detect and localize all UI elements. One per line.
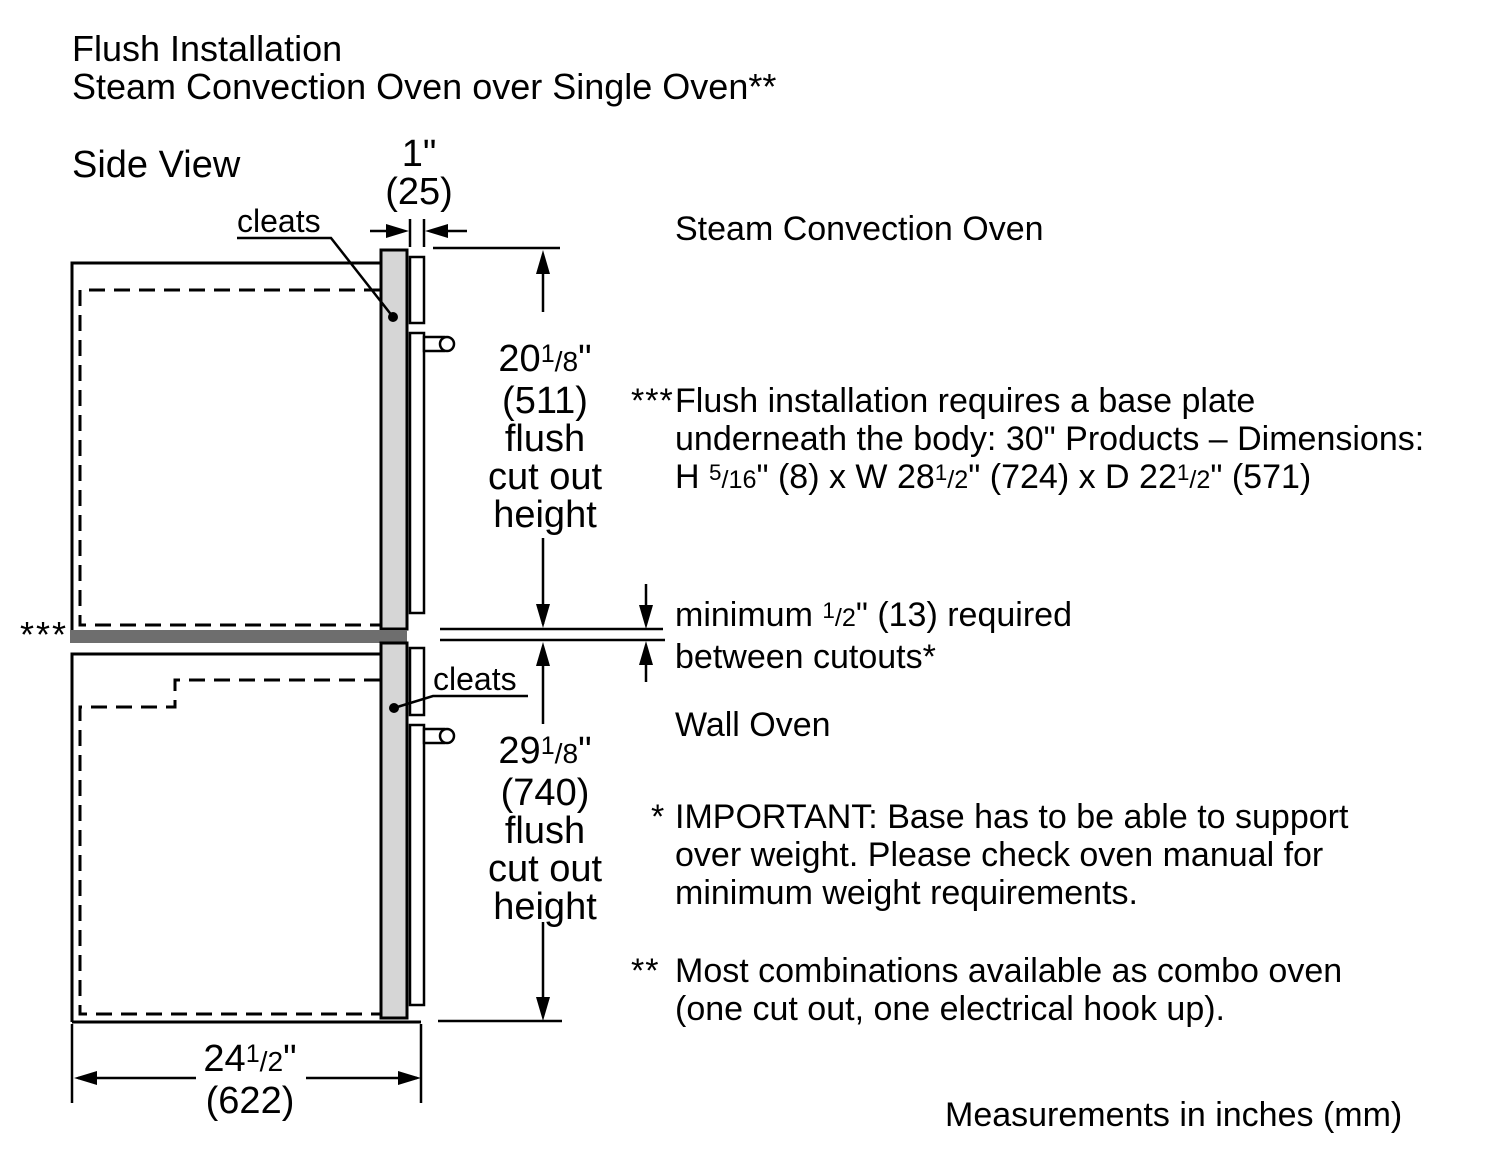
lower-cutout-mm: (740) [500,772,590,814]
gap-note-line1: minimum $^1$/2" (13) required [675,596,1072,634]
footnote-baseplate-line2: underneath the body: 30" Products – Dimensions: [675,420,1425,458]
footnote-important-line2: over weight. Please check oven manual for [675,836,1324,874]
door-thickness-dimension-lines [370,219,467,247]
footnote-combo-line1: Most combinations available as combo oven [675,952,1343,990]
arrow-down-icon [536,604,550,628]
upper-oven-cutout [70,250,454,643]
page-title-line1: Flush Installation [72,28,343,69]
footnote-combo-marker: ** [631,952,660,990]
door-thickness-mm: (25) [385,171,453,213]
upper-oven-door-top [410,257,424,323]
footnote-baseplate-marker: *** [631,382,674,420]
arrow-right-icon [398,1071,421,1085]
footnote-combo [675,952,1342,1028]
arrow-left-icon [425,224,448,238]
page-title-line2: Steam Convection Oven over Single Oven** [72,66,777,107]
door-thickness-dimension [359,135,479,211]
upper-cutout-desc3: height [493,494,597,536]
upper-oven-body-dashed-outline [80,290,380,625]
base-plate [70,630,407,643]
footnote-important [675,798,1348,912]
gap-note-line2: between cutouts* [675,638,936,676]
footnote-baseplate-line3: H $^5$/16" (8) x W $28^1/2$" (724) x D $22^1/2$" (571) [675,458,1312,496]
door-thickness-inches: 1" [401,133,437,175]
arrow-right-icon [386,224,409,238]
measurements-note: Measurements in inches (mm) [945,1096,1403,1134]
page-title [72,30,776,106]
upper-cutout-dimension [450,340,640,534]
leader-dot-icon [389,703,399,713]
lower-cutout-desc1: flush [504,810,586,852]
upper-cutout-desc2: cut out [487,456,603,498]
lower-cutout-desc3: height [493,886,597,928]
width-value: $24^1/2$" [203,1038,297,1080]
footnote-baseplate [675,382,1424,500]
arrow-left-icon [74,1071,97,1085]
upper-oven-door [410,333,424,613]
upper-cutout-mm: (511) [502,380,588,422]
upper-cleats-leader-line [237,238,393,317]
lower-cutout-dimension [450,732,640,926]
arrow-up-icon [639,641,653,665]
footnote-combo-line2: (one cut out, one electrical hook up). [675,990,1225,1028]
upper-cutout-value: $20^1/8$" [498,338,592,380]
upper-cutout-outline [72,263,381,630]
footnote-important-line1: IMPORTANT: Base has to be able to support [675,798,1349,836]
base-plate-marker-left: *** [20,614,69,655]
lower-cutout-desc2: cut out [487,848,603,890]
footnote-important-line3: minimum weight requirements. [675,874,1138,912]
cleats-label-lower: cleats [433,661,517,697]
upper-cutout-desc1: flush [504,418,586,460]
steam-oven-label: Steam Convection Oven [675,210,1044,248]
lower-cleat [381,643,407,1018]
width-mm: (622) [205,1080,295,1122]
leader-dot-icon [388,312,398,322]
arrow-down-icon [536,997,550,1021]
gap-requirement-note [675,596,1072,676]
wall-oven-label: Wall Oven [675,706,831,744]
footnote-important-marker: * [651,798,666,836]
lower-oven-cutout [72,643,454,1022]
lower-oven-door [410,725,424,1005]
side-view-label: Side View [72,144,241,186]
lower-cutout-value: $29^1/8$" [498,730,592,772]
lower-oven-body-dashed-outline [80,680,380,1014]
arrow-down-icon [639,605,653,629]
lower-cutout-outline [72,654,381,1022]
footnote-baseplate-line1: Flush installation requires a base plate [675,382,1256,420]
cleats-label-upper: cleats [237,203,321,239]
width-dimension [155,1040,345,1120]
lower-oven-door-top [410,648,424,715]
